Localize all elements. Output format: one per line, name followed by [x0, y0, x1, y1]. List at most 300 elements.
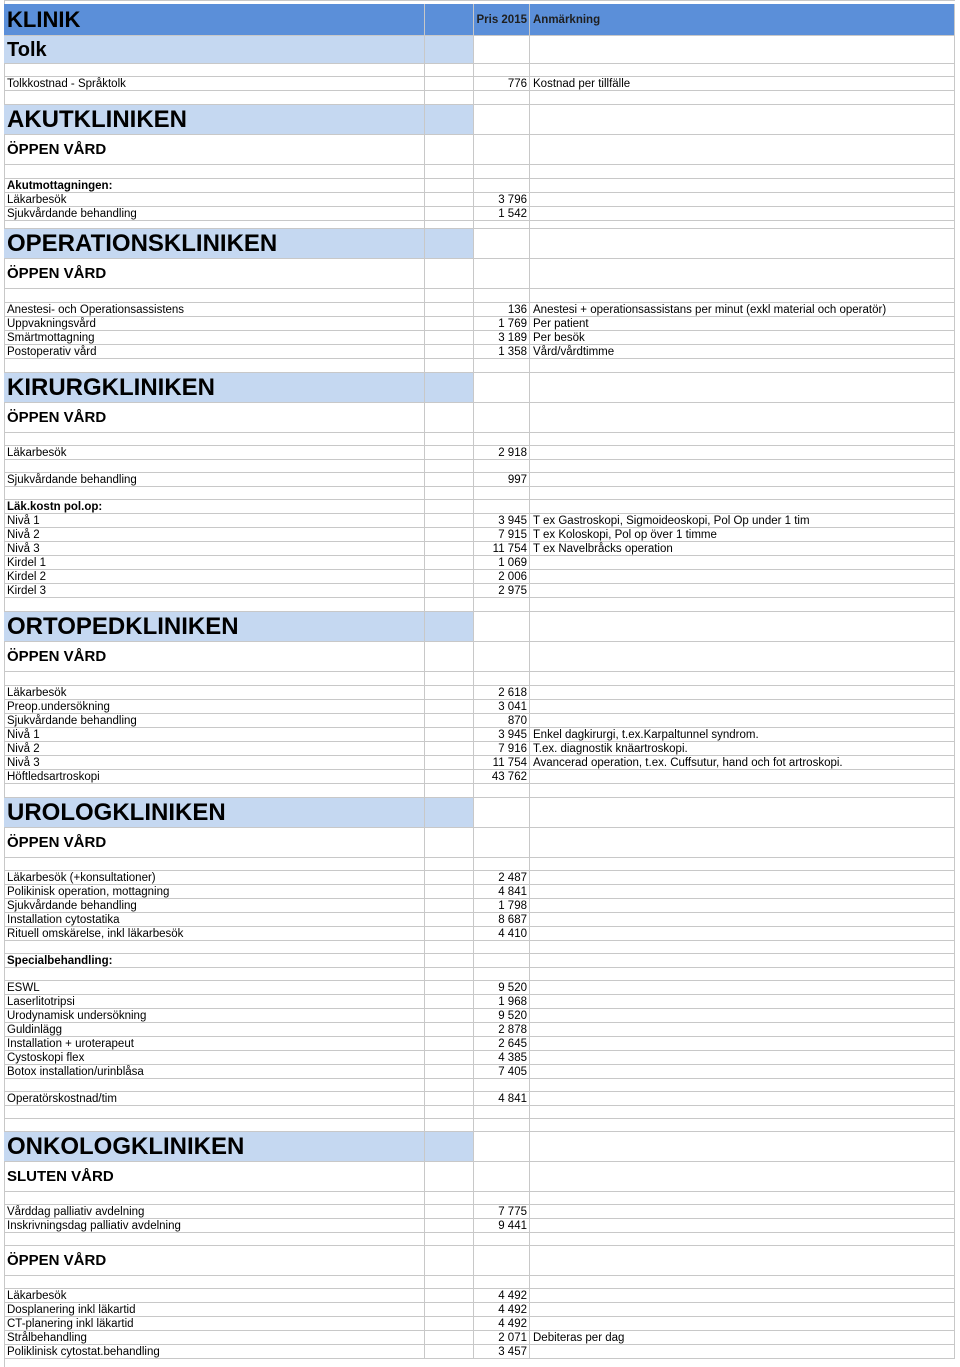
blank-cell: [425, 460, 474, 473]
care-type-heading: ÖPPEN VÅRD: [4, 259, 425, 289]
item-label: ESWL: [4, 981, 425, 995]
empty-cell: [474, 968, 530, 981]
item-note: [530, 1345, 955, 1359]
item-label: Nivå 3: [4, 542, 425, 556]
item-note: [530, 1317, 955, 1331]
blank-cell: [425, 77, 474, 91]
blank-cell: [425, 1119, 474, 1132]
blank-cell: [425, 686, 474, 700]
item-note: T.ex. diagnostik knäartroskopi.: [530, 742, 955, 756]
item-price: 1 798: [474, 899, 530, 913]
blank-cell: [425, 858, 474, 871]
item-note: [530, 913, 955, 927]
item-note: [530, 1009, 955, 1023]
item-label: Höftledsartroskopi: [4, 770, 425, 784]
item-label: Vårddag palliativ avdelning: [4, 1205, 425, 1219]
blank-cell: [425, 1233, 474, 1246]
note-cell: [530, 954, 955, 968]
item-note: T ex Navelbråcks operation: [530, 542, 955, 556]
blank-cell: [425, 1037, 474, 1051]
blank-cell: [425, 1276, 474, 1289]
item-label: Rituell omskärelse, inkl läkarbesök: [4, 927, 425, 941]
price-cell: [474, 135, 530, 165]
care-type-heading: ÖPPEN VÅRD: [4, 403, 425, 433]
item-price: 11 754: [474, 756, 530, 770]
price-cell: [474, 373, 530, 403]
item-price: 3 189: [474, 331, 530, 345]
item-note: Per besök: [530, 331, 955, 345]
empty-cell: [474, 858, 530, 871]
note-cell: [530, 1162, 955, 1192]
empty-cell: [530, 64, 955, 77]
item-price: 11 754: [474, 542, 530, 556]
empty-cell: [4, 1233, 425, 1246]
item-label: Dosplanering inkl läkartid: [4, 1303, 425, 1317]
blank-cell: [425, 1051, 474, 1065]
item-price: 2 618: [474, 686, 530, 700]
item-label: Nivå 3: [4, 756, 425, 770]
blank-cell: [425, 514, 474, 528]
empty-cell: [4, 289, 425, 303]
empty-cell: [530, 858, 955, 871]
subheading: Läk.kostn pol.op:: [4, 500, 425, 514]
blank-cell: [425, 1219, 474, 1233]
blank-cell: [425, 612, 474, 642]
item-note: Kostnad per tillfälle: [530, 77, 955, 91]
item-price: 7 775: [474, 1205, 530, 1219]
empty-cell: [530, 941, 955, 954]
item-label: Postoperativ vård: [4, 345, 425, 359]
blank-cell: [425, 770, 474, 784]
empty-cell: [474, 598, 530, 612]
empty-cell: [474, 1106, 530, 1119]
price-cell: [474, 500, 530, 514]
section-title: OPERATIONSKLINIKEN: [4, 229, 425, 259]
item-label: Läkarbesök: [4, 446, 425, 460]
care-type-heading: ÖPPEN VÅRD: [4, 1246, 425, 1276]
blank-cell: [425, 756, 474, 770]
blank-cell: [425, 954, 474, 968]
item-label: Installation + uroterapeut: [4, 1037, 425, 1051]
empty-cell: [474, 460, 530, 473]
empty-cell: [4, 1119, 425, 1132]
item-note: [530, 1303, 955, 1317]
blank-cell: [425, 1023, 474, 1037]
item-note: [530, 1023, 955, 1037]
item-note: [530, 570, 955, 584]
price-cell: [474, 229, 530, 259]
empty-cell: [4, 941, 425, 954]
empty-cell: [4, 1106, 425, 1119]
item-note: [530, 995, 955, 1009]
empty-cell: [4, 165, 425, 179]
blank-cell: [425, 135, 474, 165]
empty-cell: [530, 91, 955, 105]
empty-cell: [4, 64, 425, 77]
blank-cell: [425, 672, 474, 686]
blank-cell: [425, 36, 474, 64]
item-note: [530, 193, 955, 207]
note-cell: [530, 135, 955, 165]
blank-cell: [425, 193, 474, 207]
empty-cell: [530, 1119, 955, 1132]
empty-cell: [474, 433, 530, 446]
item-note: [530, 770, 955, 784]
empty-cell: [530, 487, 955, 500]
note-column-header: Anmärkning: [530, 4, 955, 36]
empty-cell: [530, 784, 955, 798]
empty-cell: [4, 598, 425, 612]
blank-cell: [425, 1079, 474, 1092]
item-price: 9 520: [474, 981, 530, 995]
item-label: Inskrivningsdag palliativ avdelning: [4, 1219, 425, 1233]
empty-cell: [4, 1276, 425, 1289]
blank-cell: [425, 913, 474, 927]
note-cell: [530, 105, 955, 135]
empty-cell: [530, 1106, 955, 1119]
item-note: [530, 927, 955, 941]
price-cell: [474, 1132, 530, 1162]
item-label: Laserlitotripsi: [4, 995, 425, 1009]
empty-cell: [530, 598, 955, 612]
item-price: 2 878: [474, 1023, 530, 1037]
section-title: UROLOGKLINIKEN: [4, 798, 425, 828]
section-title: KIRURGKLINIKEN: [4, 373, 425, 403]
empty-cell: [474, 1119, 530, 1132]
item-price: 3 457: [474, 1345, 530, 1359]
item-label: Läkarbesök: [4, 193, 425, 207]
empty-cell: [530, 672, 955, 686]
empty-cell: [4, 487, 425, 500]
empty-cell: [474, 1192, 530, 1205]
blank-cell: [425, 1303, 474, 1317]
blank-cell: [425, 1106, 474, 1119]
item-note: [530, 1219, 955, 1233]
blank-cell: [425, 941, 474, 954]
empty-cell: [530, 359, 955, 373]
item-price: 4 492: [474, 1303, 530, 1317]
blank-cell: [425, 1205, 474, 1219]
item-note: [530, 899, 955, 913]
blank-cell: [425, 728, 474, 742]
item-label: Strålbehandling: [4, 1331, 425, 1345]
item-price: 9 520: [474, 1009, 530, 1023]
item-label: Nivå 2: [4, 742, 425, 756]
item-note: [530, 556, 955, 570]
item-price: 3 945: [474, 514, 530, 528]
item-price: 9 441: [474, 1219, 530, 1233]
empty-cell: [530, 221, 955, 229]
item-price: 7 916: [474, 742, 530, 756]
blank-cell: [425, 927, 474, 941]
blank-cell: [425, 1162, 474, 1192]
item-price: 3 041: [474, 700, 530, 714]
item-note: [530, 1051, 955, 1065]
item-label: Kirdel 3: [4, 584, 425, 598]
item-note: [530, 871, 955, 885]
item-price: 8 687: [474, 913, 530, 927]
blank-cell: [425, 968, 474, 981]
blank-cell: [425, 1246, 474, 1276]
item-price: 4 492: [474, 1289, 530, 1303]
blank-cell: [425, 995, 474, 1009]
item-label: CT-planering inkl läkartid: [4, 1317, 425, 1331]
item-note: [530, 714, 955, 728]
empty-cell: [4, 433, 425, 446]
item-price: 1 069: [474, 556, 530, 570]
price-cell: [474, 259, 530, 289]
note-cell: [530, 179, 955, 193]
price-cell: [474, 612, 530, 642]
empty-cell: [474, 487, 530, 500]
note-cell: [530, 798, 955, 828]
empty-cell: [474, 784, 530, 798]
item-price: 7 405: [474, 1065, 530, 1079]
item-note: Enkel dagkirurgi, t.ex.Karpaltunnel syndrom.: [530, 728, 955, 742]
empty-cell: [474, 359, 530, 373]
item-note: Vård/vårdtimme: [530, 345, 955, 359]
item-note: T ex Gastroskopi, Sigmoideoskopi, Pol Op under 1 tim: [530, 514, 955, 528]
blank-cell: [425, 1065, 474, 1079]
price-cell: [474, 36, 530, 64]
item-label: Kirdel 1: [4, 556, 425, 570]
item-price: 4 385: [474, 1051, 530, 1065]
blank-cell: [425, 1345, 474, 1359]
item-price: 997: [474, 473, 530, 487]
item-price: 4 492: [474, 1317, 530, 1331]
item-label: Polikinisk operation, mottagning: [4, 885, 425, 899]
note-cell: [530, 229, 955, 259]
note-cell: [530, 373, 955, 403]
item-label: Sjukvårdande behandling: [4, 714, 425, 728]
empty-cell: [530, 460, 955, 473]
blank-cell: [425, 1317, 474, 1331]
empty-cell: [474, 1233, 530, 1246]
item-label: Cystoskopi flex: [4, 1051, 425, 1065]
item-price: 1 968: [474, 995, 530, 1009]
blank-cell: [425, 303, 474, 317]
blank-cell: [425, 584, 474, 598]
blank-cell: [425, 642, 474, 672]
empty-cell: [530, 968, 955, 981]
blank-cell: [425, 700, 474, 714]
item-price: 1 542: [474, 207, 530, 221]
sheet-top-border: [4, 0, 955, 1]
note-cell: [530, 259, 955, 289]
item-label: Sjukvårdande behandling: [4, 473, 425, 487]
empty-cell: [530, 1233, 955, 1246]
item-price: 2 006: [474, 570, 530, 584]
price-cell: [474, 403, 530, 433]
empty-cell: [530, 1276, 955, 1289]
price-cell: [474, 1162, 530, 1192]
price-cell: [474, 828, 530, 858]
section-title: AKUTKLINIKEN: [4, 105, 425, 135]
item-label: Anestesi- och Operationsassistens: [4, 303, 425, 317]
price-cell: [474, 642, 530, 672]
blank-cell: [425, 359, 474, 373]
blank-cell: [425, 899, 474, 913]
item-label: Läkarbesök (+konsultationer): [4, 871, 425, 885]
item-price: 776: [474, 77, 530, 91]
blank-cell: [425, 229, 474, 259]
care-type-heading: ÖPPEN VÅRD: [4, 828, 425, 858]
empty-cell: [474, 165, 530, 179]
note-cell: [530, 1092, 955, 1106]
item-price: 1 769: [474, 317, 530, 331]
item-label: Läkarbesök: [4, 1289, 425, 1303]
blank-cell: [425, 1092, 474, 1106]
item-price: 43 762: [474, 770, 530, 784]
item-label: Sjukvårdande behandling: [4, 899, 425, 913]
item-price: 4 410: [474, 927, 530, 941]
item-price: 2 918: [474, 446, 530, 460]
item-label: Installation cytostatika: [4, 913, 425, 927]
section-title: ORTOPEDKLINIKEN: [4, 612, 425, 642]
item-note: [530, 207, 955, 221]
subheading: Specialbehandling:: [4, 954, 425, 968]
blank-cell: [425, 487, 474, 500]
price-cell: [474, 798, 530, 828]
item-note: T ex Koloskopi, Pol op över 1 timme: [530, 528, 955, 542]
empty-cell: [474, 91, 530, 105]
price-cell: [474, 1246, 530, 1276]
item-label: Preop.undersökning: [4, 700, 425, 714]
item-label: Sjukvårdande behandling: [4, 207, 425, 221]
item-price: 136: [474, 303, 530, 317]
empty-cell: [530, 289, 955, 303]
empty-cell: [530, 433, 955, 446]
item-note: [530, 885, 955, 899]
item-note: [530, 584, 955, 598]
item-price: 4 841: [474, 1092, 530, 1106]
empty-cell: [530, 1079, 955, 1092]
item-note: [530, 700, 955, 714]
blank-cell: [425, 1192, 474, 1205]
empty-cell: [4, 784, 425, 798]
item-note: [530, 686, 955, 700]
blank-cell: [425, 981, 474, 995]
empty-cell: [530, 165, 955, 179]
blank-cell: [425, 317, 474, 331]
empty-cell: [474, 1276, 530, 1289]
empty-cell: [474, 221, 530, 229]
item-price: 2 071: [474, 1331, 530, 1345]
note-cell: [530, 612, 955, 642]
price-cell: [474, 105, 530, 135]
price-cell: [474, 179, 530, 193]
item-price: 7 915: [474, 528, 530, 542]
blank-cell: [425, 289, 474, 303]
care-type-heading: ÖPPEN VÅRD: [4, 642, 425, 672]
empty-cell: [474, 1079, 530, 1092]
blank-cell: [425, 871, 474, 885]
care-type-heading: ÖPPEN VÅRD: [4, 135, 425, 165]
note-cell: [530, 500, 955, 514]
blank-cell: [425, 207, 474, 221]
empty-cell: [4, 1079, 425, 1092]
item-price: 3 945: [474, 728, 530, 742]
blank-cell: [425, 714, 474, 728]
item-price: 2 645: [474, 1037, 530, 1051]
item-price: 3 796: [474, 193, 530, 207]
item-label: Urodynamisk undersökning: [4, 1009, 425, 1023]
blank-cell: [425, 1289, 474, 1303]
empty-cell: [4, 91, 425, 105]
section-title: ONKOLOGKLINIKEN: [4, 1132, 425, 1162]
empty-cell: [474, 672, 530, 686]
item-price: 2 487: [474, 871, 530, 885]
blank-cell: [425, 473, 474, 487]
blank-cell: [425, 373, 474, 403]
blank-cell: [425, 259, 474, 289]
blank-cell: [425, 742, 474, 756]
item-label: Nivå 2: [4, 528, 425, 542]
blank-cell: [425, 828, 474, 858]
item-price: 870: [474, 714, 530, 728]
note-cell: [530, 828, 955, 858]
blank-cell: [425, 1331, 474, 1345]
blank-cell: [425, 500, 474, 514]
item-label: Läkarbesök: [4, 686, 425, 700]
item-price: 1 358: [474, 345, 530, 359]
price-cell: [474, 954, 530, 968]
note-cell: [530, 1246, 955, 1276]
item-note: [530, 1065, 955, 1079]
item-label: Tolkkostnad - Språktolk: [4, 77, 425, 91]
empty-cell: [530, 1192, 955, 1205]
note-cell: [530, 403, 955, 433]
blank-cell: [425, 91, 474, 105]
blank-cell: [425, 433, 474, 446]
blank-cell: [425, 598, 474, 612]
note-cell: [530, 642, 955, 672]
item-label: Guldinlägg: [4, 1023, 425, 1037]
blank-cell: [425, 1009, 474, 1023]
empty-cell: [4, 359, 425, 373]
item-label: Botox installation/urinblåsa: [4, 1065, 425, 1079]
blank-cell: [425, 784, 474, 798]
empty-cell: [4, 672, 425, 686]
item-price: 2 975: [474, 584, 530, 598]
subheading: Akutmottagningen:: [4, 179, 425, 193]
item-note: Avancerad operation, t.ex. Cuffsutur, hand och fot artroskopi.: [530, 756, 955, 770]
note-cell: [530, 36, 955, 64]
blank-cell: [425, 542, 474, 556]
blank-cell: [425, 64, 474, 77]
section-title: Tolk: [4, 36, 425, 64]
note-cell: [530, 1132, 955, 1162]
blank-cell: [425, 446, 474, 460]
item-label: Kirdel 2: [4, 570, 425, 584]
blank-cell: [425, 221, 474, 229]
empty-cell: [4, 858, 425, 871]
blank-cell: [425, 345, 474, 359]
price-column-header: Pris 2015: [474, 4, 530, 36]
item-note: [530, 1205, 955, 1219]
empty-cell: [4, 221, 425, 229]
empty-cell: [474, 289, 530, 303]
blank-cell: [425, 403, 474, 433]
blank-cell: [425, 556, 474, 570]
item-label: Operatörskostnad/tim: [4, 1092, 425, 1106]
item-label: Nivå 1: [4, 728, 425, 742]
item-label: Poliklinisk cytostat.behandling: [4, 1345, 425, 1359]
item-label: Smärtmottagning: [4, 331, 425, 345]
item-note: [530, 1037, 955, 1051]
item-note: Anestesi + operationsassistans per minut (exkl material och operatör): [530, 303, 955, 317]
empty-cell: [474, 64, 530, 77]
